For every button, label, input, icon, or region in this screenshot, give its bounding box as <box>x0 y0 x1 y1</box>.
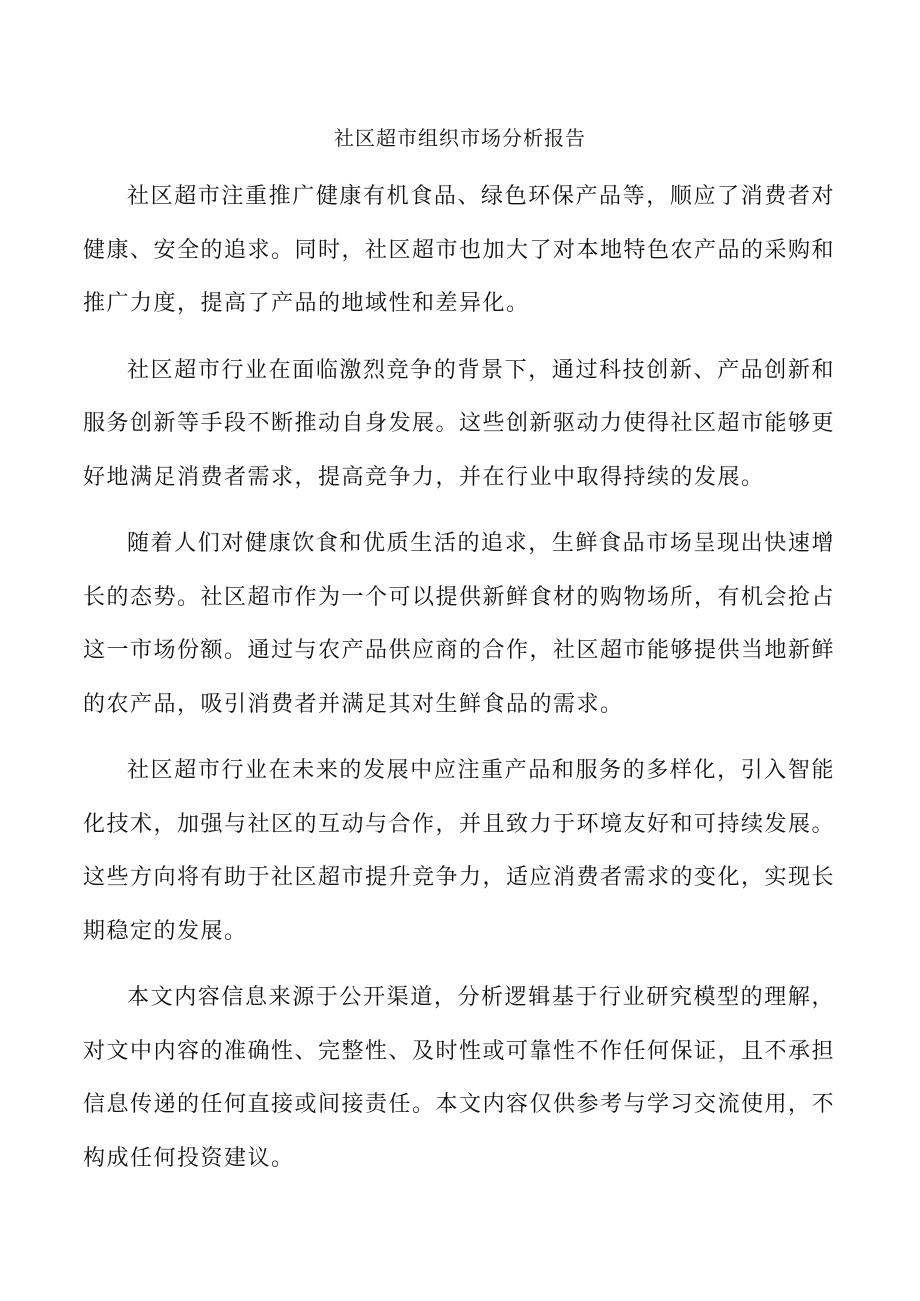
paragraph-1: 社区超市注重推广健康有机食品、绿色环保产品等，顺应了消费者对健康、安全的追求。同时，社区超市也加大了对本地特色农产品的采购和推广力度，提高了产品的地域性和差异化。 <box>83 184 836 316</box>
document-body <box>83 170 835 1198</box>
paragraph-2: 社区超市行业在面临激烈竞争的背景下，通过科技创新、产品创新和服务创新等手段不断推动自身发展。这些创新驱动力使得社区超市能够更好地满足消费者需求，提高竞争力，并在行业中取得持续的发展。 <box>83 357 836 490</box>
document-title: 社区超市组织市场分析报告 <box>334 126 586 150</box>
paragraph-5-disclaimer: 本文内容信息来源于公开渠道，分析逻辑基于行业研究模型的理解，对文中内容的准确性、完整性、及时性或可靠性不作任何保证，且不承担信息传递的任何直接或间接责任。本文内容仅供参考与学习交流使用，不构成任何投资建议。 <box>83 985 836 1171</box>
paragraph-3: 随着人们对健康饮食和优质生活的追求，生鲜食品市场呈现出快速增长的态势。社区超市作为一个可以提供新鲜食材的购物场所，有机会抢占这一市场份额。通过与农产品供应商的合作，社区超市能够提供当地新鲜的农产品，吸引消费者并满足其对生鲜食品的需求。 <box>83 531 836 717</box>
paragraph-4: 社区超市行业在未来的发展中应注重产品和服务的多样化，引入智能化技术，加强与社区的互动与合作，并且致力于环境友好和可持续发展。这些方向将有助于社区超市提升竞争力，适应消费者需求的变化，实现长期稳定的发展。 <box>83 758 836 944</box>
